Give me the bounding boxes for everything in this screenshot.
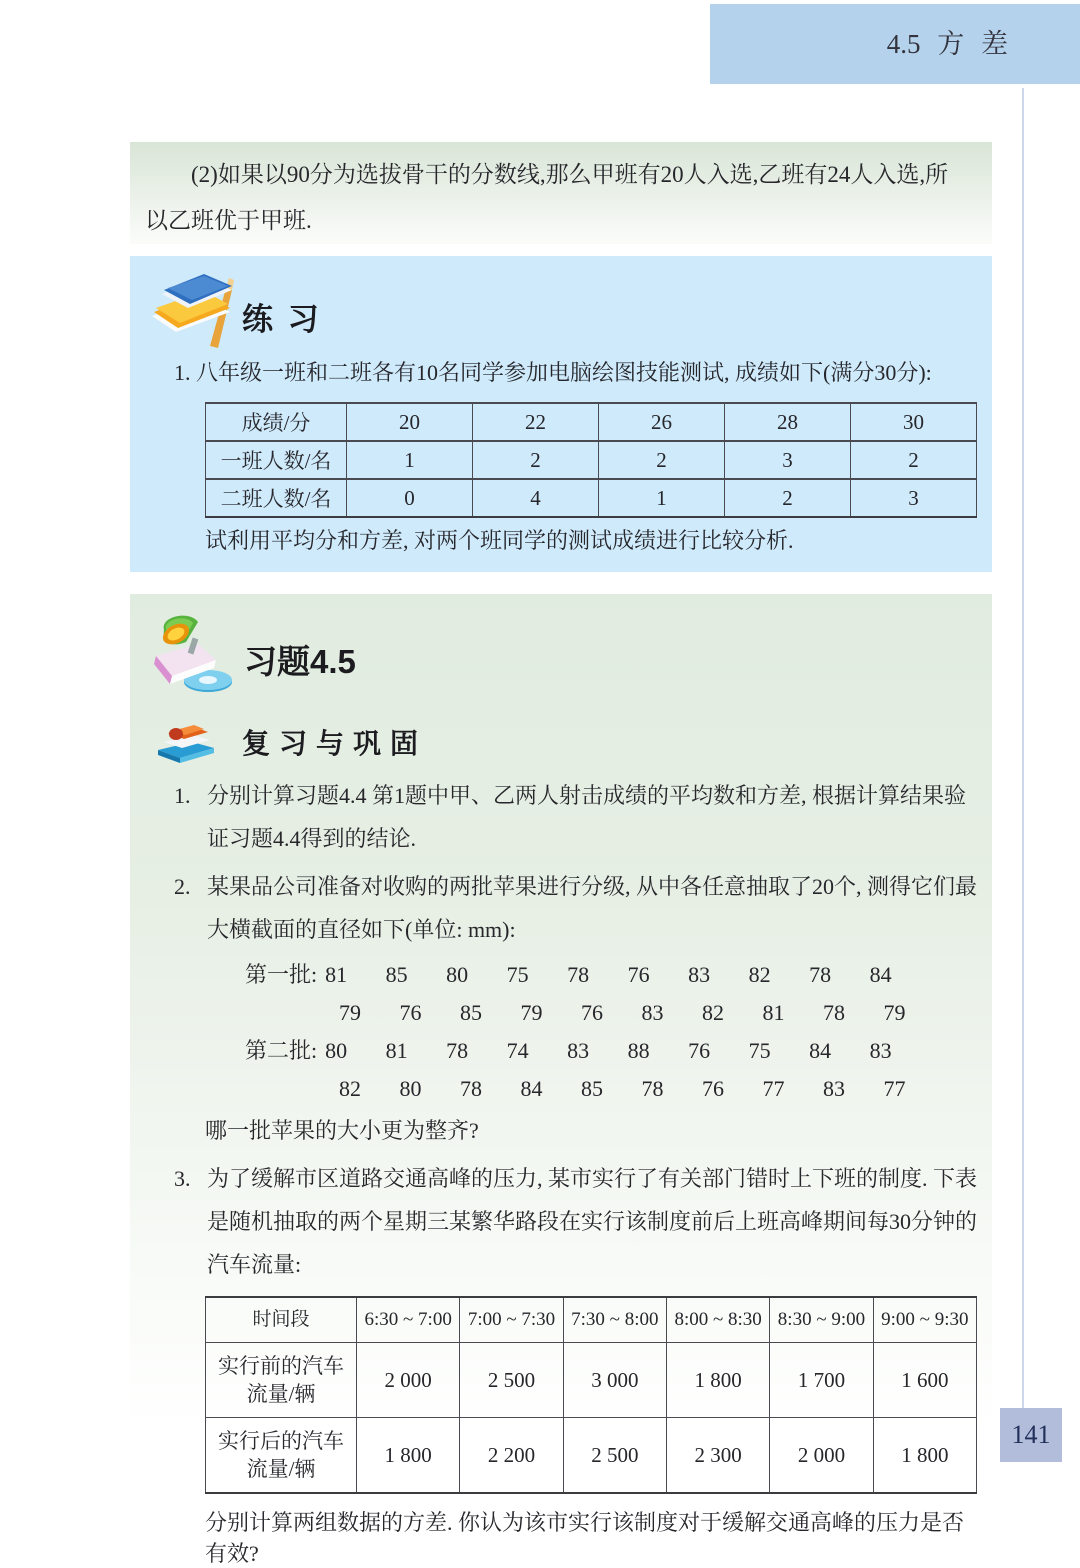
batch2-data-row-2: [174, 1070, 980, 1108]
batch2-values: 82 80 78 84 85 78 76 77 83 77: [339, 1076, 906, 1101]
cell: 9:00 ~ 9:30: [873, 1297, 976, 1343]
exercise-item-3: [174, 1157, 980, 1286]
cell: 2 500: [460, 1343, 563, 1418]
answer-paragraph-box: [130, 142, 992, 244]
cell: 3: [851, 479, 977, 517]
page-number-badge: [1000, 1408, 1062, 1462]
batch1-values: 81 85 80 75 78 76 83 82 78 84: [325, 962, 892, 987]
cell: 7:30 ~ 8:00: [563, 1297, 666, 1343]
item-text: 某果品公司准备对收购的两批苹果进行分级, 从中各任意抽取了20个, 测得它们最大横截面的直径如下(单位: mm):: [207, 874, 978, 942]
exercise-section: [130, 594, 992, 1566]
cell: 7:00 ~ 7:30: [460, 1297, 563, 1343]
practice-problem-1: 1. 八年级一班和二班各有10名同学参加电脑绘图技能测试, 成绩如下(满分30分):: [174, 360, 932, 385]
cell: 一班人数/名: [206, 441, 347, 479]
cell: 2 000: [770, 1418, 873, 1494]
review-heading: 复习与巩固: [242, 729, 428, 760]
cell: 二班人数/名: [206, 479, 347, 517]
exercise-item-1: [174, 774, 980, 860]
cell: 3 000: [563, 1343, 666, 1418]
cell: 22: [473, 403, 599, 441]
cell: 20: [347, 403, 473, 441]
item-number: 2.: [174, 874, 191, 899]
score-table: [205, 402, 977, 518]
cell: 2: [599, 441, 725, 479]
practice-closing-text: 试利用平均分和方差, 对两个班同学的测试成绩进行比较分析.: [205, 528, 794, 553]
cell: 1: [599, 479, 725, 517]
cell: 8:30 ~ 9:00: [770, 1297, 873, 1343]
cell: 2: [473, 441, 599, 479]
cell: 30: [851, 403, 977, 441]
cell: 2 500: [563, 1418, 666, 1494]
cell: 1 700: [770, 1343, 873, 1418]
cell: 2 200: [460, 1418, 563, 1494]
cell: 2 000: [357, 1343, 460, 1418]
item-number: 3.: [174, 1166, 191, 1191]
cell: 8:00 ~ 8:30: [666, 1297, 769, 1343]
section-title: 4.5 方 差: [886, 29, 1008, 59]
apple-question: 哪一批苹果的大小更为整齐?: [205, 1118, 479, 1143]
item-text: 分别计算习题4.4 第1题中甲、乙两人射击成绩的平均数和方差, 根据计算结果验证习题4.4得到的结论.: [207, 783, 967, 851]
cell: 1 800: [357, 1418, 460, 1494]
batch1-label: 第一批:: [245, 962, 318, 987]
batch1-values: 79 76 85 79 76 83 82 81 78 79: [339, 1000, 906, 1025]
cell: 1: [347, 441, 473, 479]
exercise-body: [130, 774, 992, 1568]
item-number: 1.: [174, 783, 191, 808]
cell: 2 300: [666, 1418, 769, 1494]
answer-text: (2)如果以90分为选拔骨干的分数线,那么甲班有20人入选,乙班有24人入选,所以乙班优于甲班.: [145, 162, 949, 233]
cell: 1 800: [873, 1418, 976, 1494]
table-row: [206, 1418, 977, 1494]
exercise-closing-text: 分别计算两组数据的方差. 你认为该市实行该制度对于缓解交通高峰的压力是否有效?: [205, 1510, 965, 1566]
table-row: [206, 1343, 977, 1418]
cell: 3: [725, 441, 851, 479]
item-text: 为了缓解市区道路交通高峰的压力, 某市实行了有关部门错时上下班的制度. 下表是随机抽取的两个星期三某繁华路段在实行该制度前后上班高峰期间每30分钟的汽车流量:: [207, 1166, 978, 1277]
page-number: 141: [1011, 1420, 1051, 1449]
margin-rule: [1022, 88, 1024, 1408]
batch1-data-row-1: [174, 956, 980, 994]
table-row: [206, 1297, 977, 1343]
exercise-item-2: [174, 865, 980, 951]
cell: 1 800: [666, 1343, 769, 1418]
exercise-heading: 习题4.5: [244, 643, 356, 680]
books-stack-icon: [152, 720, 220, 769]
cell: 28: [725, 403, 851, 441]
batch2-data-row-1: [174, 1032, 980, 1070]
cell: 6:30 ~ 7:00: [357, 1297, 460, 1343]
table-row: [206, 403, 977, 441]
notebooks-pencil-icon: [146, 268, 238, 359]
cell: 实行后的汽车流量/辆: [206, 1418, 357, 1494]
batch2-label: 第二批:: [245, 1038, 318, 1063]
cell: 0: [347, 479, 473, 517]
lamp-book-cd-icon: [146, 608, 240, 707]
cell: 2: [725, 479, 851, 517]
practice-heading: 练 习: [242, 302, 319, 337]
batch2-values: 80 81 78 74 83 88 76 75 84 83: [325, 1038, 892, 1063]
batch1-data-row-2: [174, 994, 980, 1032]
cell: 1 600: [873, 1343, 976, 1418]
cell: 4: [473, 479, 599, 517]
practice-section: [130, 256, 992, 572]
header-band: [710, 4, 1080, 84]
traffic-table: [205, 1296, 977, 1494]
table-row: [206, 479, 977, 517]
cell: 26: [599, 403, 725, 441]
cell: 成绩/分: [206, 403, 347, 441]
cell: 时间段: [206, 1297, 357, 1343]
cell: 2: [851, 441, 977, 479]
table-row: [206, 441, 977, 479]
cell: 实行前的汽车流量/辆: [206, 1343, 357, 1418]
